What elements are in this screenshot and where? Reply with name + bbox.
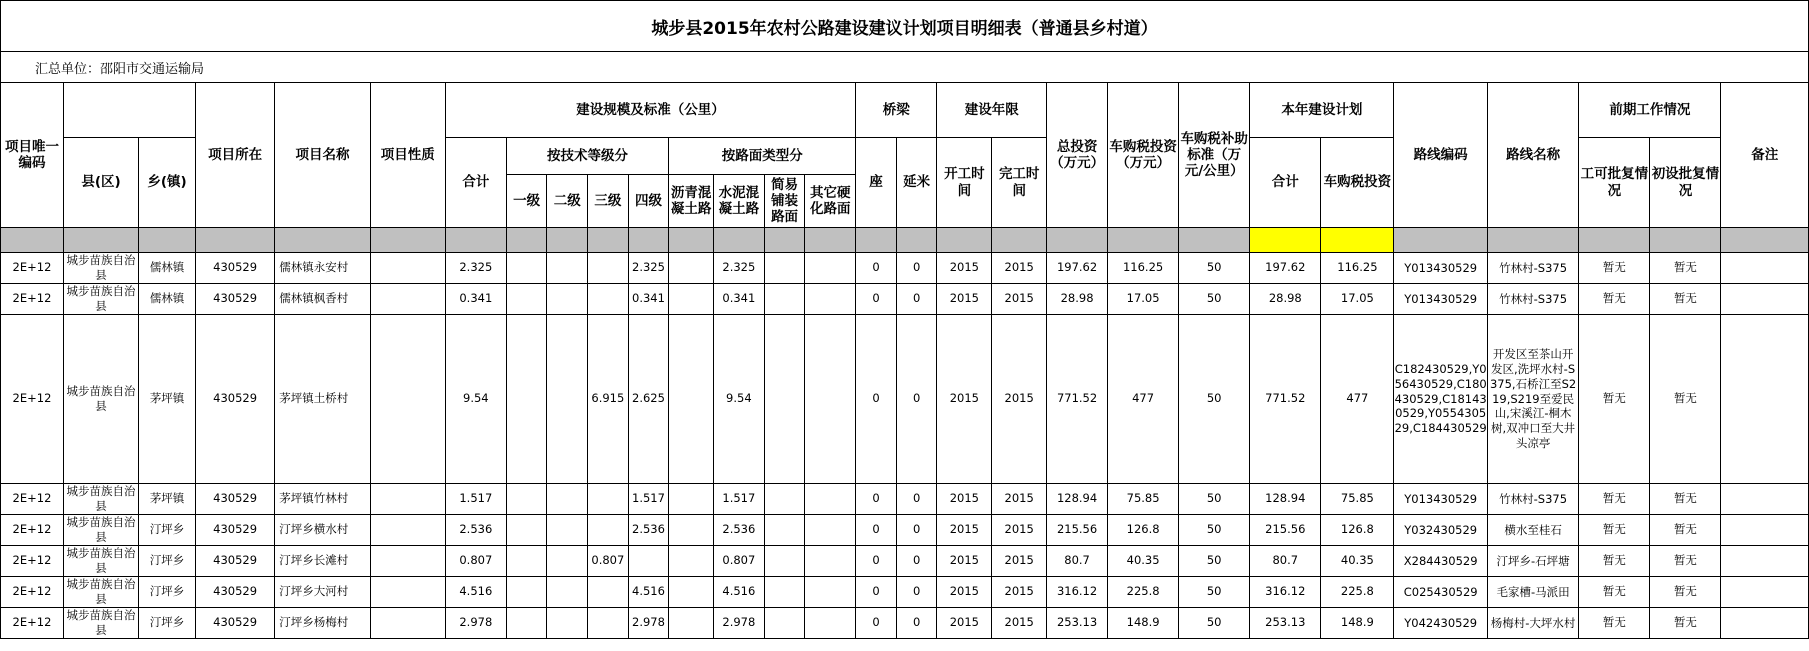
header-blank [63, 83, 195, 138]
cell-g3[interactable] [588, 608, 629, 639]
header-name: 项目名称 [275, 83, 370, 228]
cell-rcode[interactable]: X284430529 [1394, 546, 1487, 577]
cell-bcount[interactable]: 0 [856, 608, 897, 639]
cell-g1[interactable] [506, 253, 547, 284]
header-total: 合计 [445, 138, 506, 228]
cell-g4[interactable]: 2.625 [628, 315, 669, 484]
cell-loc[interactable]: 430529 [196, 577, 275, 608]
cell-bcount[interactable]: 0 [856, 253, 897, 284]
cell-end[interactable]: 2015 [992, 484, 1047, 515]
cell-start[interactable]: 2015 [937, 484, 992, 515]
cell-loc[interactable]: 430529 [196, 484, 275, 515]
cell-loc[interactable]: 430529 [196, 546, 275, 577]
cell-ptotal[interactable]: 128.94 [1250, 484, 1321, 515]
cell-ptax[interactable]: 477 [1321, 315, 1394, 484]
cell-remark[interactable] [1721, 577, 1809, 608]
cell-design[interactable]: 暂无 [1650, 577, 1721, 608]
cell-loc[interactable]: 430529 [196, 608, 275, 639]
cell-end[interactable]: 2015 [992, 315, 1047, 484]
cell-nature[interactable] [370, 608, 445, 639]
cell-g3[interactable]: 0.807 [588, 546, 629, 577]
cell-g1[interactable] [506, 515, 547, 546]
cell-rcode[interactable]: Y013430529 [1394, 284, 1487, 315]
cell-ptax[interactable]: 116.25 [1321, 253, 1394, 284]
cell-rname[interactable]: 横水至桂石 [1487, 515, 1578, 546]
header-remark: 备注 [1721, 83, 1809, 228]
table-row [1, 546, 1809, 577]
cell-asphalt[interactable] [669, 608, 714, 639]
cell-simple[interactable] [764, 546, 805, 577]
table-row [1, 284, 1809, 315]
header-plan-tax: 车购税投资 [1321, 138, 1394, 228]
cell-ptax[interactable]: 40.35 [1321, 546, 1394, 577]
cell-nature[interactable] [370, 577, 445, 608]
table-row [1, 484, 1809, 515]
cell-rname[interactable]: 杨梅村-大坪水村 [1487, 608, 1578, 639]
cell-other[interactable] [805, 546, 856, 577]
cell-rname[interactable]: 竹林村-S375 [1487, 484, 1578, 515]
header-bridge-count: 座 [856, 138, 897, 228]
header-tax-invest: 车购税投资（万元） [1108, 83, 1179, 228]
cell-tax[interactable]: 477 [1108, 315, 1179, 484]
cell-std[interactable]: 50 [1179, 253, 1250, 284]
cell-cement[interactable]: 9.54 [713, 315, 764, 484]
cell-town[interactable]: 汀坪乡 [139, 608, 196, 639]
cell-loc[interactable]: 430529 [196, 284, 275, 315]
cell-design[interactable]: 暂无 [1650, 515, 1721, 546]
cell-feas[interactable]: 暂无 [1579, 577, 1650, 608]
cell-rname[interactable]: 开发区至茶山开发区,洗坪水村-S375,石桥江至S219,S219至爱民山,宋溪江-桐木树,双冲口至大井头凉亭 [1487, 315, 1578, 484]
cell-simple[interactable] [764, 515, 805, 546]
cell-county[interactable]: 城步苗族自治县 [63, 484, 138, 515]
cell-bcount[interactable]: 0 [856, 577, 897, 608]
cell-total[interactable]: 2.978 [445, 608, 506, 639]
cell-town[interactable]: 儒林镇 [139, 253, 196, 284]
cell-invest[interactable]: 253.13 [1047, 608, 1108, 639]
cell-std[interactable]: 50 [1179, 284, 1250, 315]
cell-town[interactable]: 茅坪镇 [139, 315, 196, 484]
cell-name[interactable]: 儒林镇枫香村 [275, 284, 370, 315]
cell-invest[interactable]: 28.98 [1047, 284, 1108, 315]
cell-rcode[interactable]: Y042430529 [1394, 608, 1487, 639]
cell-town[interactable]: 茅坪镇 [139, 484, 196, 515]
cell-ptotal[interactable]: 28.98 [1250, 284, 1321, 315]
cell-design[interactable]: 暂无 [1650, 608, 1721, 639]
cell-blen[interactable]: 0 [896, 284, 937, 315]
header-route-name: 路线名称 [1487, 83, 1578, 228]
cell-simple[interactable] [764, 253, 805, 284]
cell-start[interactable]: 2015 [937, 546, 992, 577]
cell-asphalt[interactable] [669, 577, 714, 608]
cell-g2[interactable] [547, 253, 588, 284]
cell-asphalt[interactable] [669, 315, 714, 484]
cell-g4[interactable]: 2.536 [628, 515, 669, 546]
cell-id[interactable]: 2E+12 [1, 284, 64, 315]
cell-g4[interactable] [628, 546, 669, 577]
table-row [1, 577, 1809, 608]
cell-design[interactable]: 暂无 [1650, 284, 1721, 315]
header-design: 初设批复情况 [1650, 138, 1721, 228]
cell-county[interactable]: 城步苗族自治县 [63, 315, 138, 484]
cell-feas[interactable]: 暂无 [1579, 253, 1650, 284]
header-route-code: 路线编码 [1394, 83, 1487, 228]
cell-std[interactable]: 50 [1179, 608, 1250, 639]
cell-loc[interactable]: 430529 [196, 315, 275, 484]
cell-name[interactable]: 茅坪镇土桥村 [275, 315, 370, 484]
header-by-grade: 按技术等级分 [506, 138, 669, 175]
header-grade2: 二级 [547, 175, 588, 228]
cell-tax[interactable]: 116.25 [1108, 253, 1179, 284]
cell-end[interactable]: 2015 [992, 546, 1047, 577]
cell-id[interactable]: 2E+12 [1, 546, 64, 577]
cell-ptax[interactable]: 225.8 [1321, 577, 1394, 608]
cell-nature[interactable] [370, 253, 445, 284]
header-simple: 简易铺装路面 [764, 175, 805, 228]
cell-invest[interactable]: 316.12 [1047, 577, 1108, 608]
cell-other[interactable] [805, 315, 856, 484]
cell-town[interactable]: 汀坪乡 [139, 515, 196, 546]
cell-rcode[interactable]: Y013430529 [1394, 484, 1487, 515]
cell-asphalt[interactable] [669, 253, 714, 284]
cell-ptax[interactable]: 148.9 [1321, 608, 1394, 639]
cell-ptax[interactable]: 75.85 [1321, 484, 1394, 515]
header-nature: 项目性质 [370, 83, 445, 228]
cell-g4[interactable]: 1.517 [628, 484, 669, 515]
cell-remark[interactable] [1721, 484, 1809, 515]
cell-g1[interactable] [506, 284, 547, 315]
cell-loc[interactable]: 430529 [196, 253, 275, 284]
cell-feas[interactable]: 暂无 [1579, 315, 1650, 484]
cell-design[interactable]: 暂无 [1650, 484, 1721, 515]
header-grade1: 一级 [506, 175, 547, 228]
cell-rcode[interactable]: Y032430529 [1394, 515, 1487, 546]
sheet-title: 城步县2015年农村公路建设建议计划项目明细表（普通县乡村道） [0, 0, 1809, 52]
cell-asphalt[interactable] [669, 515, 714, 546]
table-row [1, 515, 1809, 546]
cell-name[interactable]: 汀坪乡横水村 [275, 515, 370, 546]
cell-county[interactable]: 城步苗族自治县 [63, 253, 138, 284]
cell-design[interactable]: 暂无 [1650, 253, 1721, 284]
cell-start[interactable]: 2015 [937, 253, 992, 284]
cell-g2[interactable] [547, 484, 588, 515]
cell-simple[interactable] [764, 315, 805, 484]
cell-g3[interactable] [588, 253, 629, 284]
header-plan: 本年建设计划 [1250, 83, 1394, 138]
header-grade4: 四级 [628, 175, 669, 228]
cell-other[interactable] [805, 515, 856, 546]
cell-feas[interactable]: 暂无 [1579, 608, 1650, 639]
cell-g3[interactable]: 6.915 [588, 315, 629, 484]
cell-loc[interactable]: 430529 [196, 515, 275, 546]
cell-remark[interactable] [1721, 284, 1809, 315]
cell-name[interactable]: 茅坪镇竹林村 [275, 484, 370, 515]
cell-rname[interactable]: 竹林村-S375 [1487, 284, 1578, 315]
cell-g4[interactable]: 2.978 [628, 608, 669, 639]
cell-start[interactable]: 2015 [937, 608, 992, 639]
cell-nature[interactable] [370, 284, 445, 315]
cell-std[interactable]: 50 [1179, 577, 1250, 608]
cell-id[interactable]: 2E+12 [1, 515, 64, 546]
cell-name[interactable]: 汀坪乡杨梅村 [275, 608, 370, 639]
header-bridge-len: 延米 [896, 138, 937, 228]
header-bridge: 桥梁 [856, 83, 937, 138]
header-invest: 总投资（万元） [1047, 83, 1108, 228]
cell-nature[interactable] [370, 484, 445, 515]
cell-end[interactable]: 2015 [992, 253, 1047, 284]
cell-g3[interactable] [588, 484, 629, 515]
cell-g1[interactable] [506, 484, 547, 515]
cell-feas[interactable]: 暂无 [1579, 546, 1650, 577]
cell-name[interactable]: 汀坪乡大河村 [275, 577, 370, 608]
cell-g1[interactable] [506, 577, 547, 608]
cell-nature[interactable] [370, 515, 445, 546]
cell-feas[interactable]: 暂无 [1579, 284, 1650, 315]
cell-remark[interactable] [1721, 315, 1809, 484]
cell-remark[interactable] [1721, 608, 1809, 639]
cell-bcount[interactable]: 0 [856, 284, 897, 315]
cell-other[interactable] [805, 484, 856, 515]
cell-invest[interactable]: 197.62 [1047, 253, 1108, 284]
cell-g2[interactable] [547, 284, 588, 315]
cell-invest[interactable]: 128.94 [1047, 484, 1108, 515]
cell-total[interactable]: 1.517 [445, 484, 506, 515]
cell-g1[interactable] [506, 608, 547, 639]
header-other: 其它硬化路面 [805, 175, 856, 228]
cell-rname[interactable]: 汀坪乡-石坪塘 [1487, 546, 1578, 577]
cell-tax[interactable]: 225.8 [1108, 577, 1179, 608]
cell-g2[interactable] [547, 546, 588, 577]
cell-ptax[interactable]: 17.05 [1321, 284, 1394, 315]
cell-start[interactable]: 2015 [937, 315, 992, 484]
cell-start[interactable]: 2015 [937, 284, 992, 315]
cell-simple[interactable] [764, 284, 805, 315]
unit-label: 汇总单位：邵阳市交通运输局 [0, 52, 1809, 82]
cell-cement[interactable]: 2.536 [713, 515, 764, 546]
header-grade3: 三级 [588, 175, 629, 228]
cell-ptotal[interactable]: 215.56 [1250, 515, 1321, 546]
header-prework: 前期工作情况 [1579, 83, 1721, 138]
cell-town[interactable]: 汀坪乡 [139, 546, 196, 577]
cell-remark[interactable] [1721, 515, 1809, 546]
cell-ptotal[interactable]: 197.62 [1250, 253, 1321, 284]
cell-other[interactable] [805, 608, 856, 639]
header-cement: 水泥混凝土路 [713, 175, 764, 228]
cell-end[interactable]: 2015 [992, 608, 1047, 639]
header-feasibility: 工可批复情况 [1579, 138, 1650, 228]
cell-std[interactable]: 50 [1179, 515, 1250, 546]
cell-g4[interactable]: 0.341 [628, 284, 669, 315]
cell-ptotal[interactable]: 253.13 [1250, 608, 1321, 639]
cell-blen[interactable]: 0 [896, 608, 937, 639]
header-asphalt: 沥青混凝土路 [669, 175, 714, 228]
cell-ptotal[interactable]: 80.7 [1250, 546, 1321, 577]
cell-town[interactable]: 汀坪乡 [139, 577, 196, 608]
cell-g2[interactable] [547, 608, 588, 639]
cell-asphalt[interactable] [669, 484, 714, 515]
cell-bcount[interactable]: 0 [856, 546, 897, 577]
cell-g2[interactable] [547, 577, 588, 608]
cell-id[interactable]: 2E+12 [1, 253, 64, 284]
cell-design[interactable]: 暂无 [1650, 315, 1721, 484]
cell-simple[interactable] [764, 577, 805, 608]
cell-g4[interactable]: 2.325 [628, 253, 669, 284]
cell-simple[interactable] [764, 484, 805, 515]
header-by-surface: 按路面类型分 [669, 138, 856, 175]
cell-std[interactable]: 50 [1179, 315, 1250, 484]
header-location: 项目所在 [196, 83, 275, 228]
cell-county[interactable]: 城步苗族自治县 [63, 284, 138, 315]
cell-county[interactable]: 城步苗族自治县 [63, 608, 138, 639]
cell-g1[interactable] [506, 315, 547, 484]
cell-bcount[interactable]: 0 [856, 484, 897, 515]
cell-ptotal[interactable]: 771.52 [1250, 315, 1321, 484]
highlight-cell[interactable] [1321, 228, 1394, 253]
cell-cement[interactable]: 2.325 [713, 253, 764, 284]
cell-other[interactable] [805, 284, 856, 315]
cell-g1[interactable] [506, 546, 547, 577]
cell-ptotal[interactable]: 316.12 [1250, 577, 1321, 608]
header-town: 乡(镇) [139, 138, 196, 228]
header-county: 县(区) [63, 138, 138, 228]
cell-tax[interactable]: 17.05 [1108, 284, 1179, 315]
cell-cement[interactable]: 2.978 [713, 608, 764, 639]
cell-cement[interactable]: 1.517 [713, 484, 764, 515]
separator-row [1, 228, 1809, 253]
header-start: 开工时间 [937, 138, 992, 228]
cell-invest[interactable]: 80.7 [1047, 546, 1108, 577]
cell-remark[interactable] [1721, 253, 1809, 284]
cell-tax[interactable]: 40.35 [1108, 546, 1179, 577]
header-scale: 建设规模及标准（公里） [445, 83, 855, 138]
cell-cement[interactable]: 0.807 [713, 546, 764, 577]
cell-simple[interactable] [764, 608, 805, 639]
cell-g2[interactable] [547, 515, 588, 546]
cell-invest[interactable]: 215.56 [1047, 515, 1108, 546]
cell-invest[interactable]: 771.52 [1047, 315, 1108, 484]
cell-total[interactable]: 9.54 [445, 315, 506, 484]
header-years: 建设年限 [937, 83, 1047, 138]
cell-tax[interactable]: 126.8 [1108, 515, 1179, 546]
cell-blen[interactable]: 0 [896, 253, 937, 284]
cell-bcount[interactable]: 0 [856, 315, 897, 484]
cell-start[interactable]: 2015 [937, 577, 992, 608]
cell-county[interactable]: 城步苗族自治县 [63, 546, 138, 577]
table-row [1, 315, 1809, 484]
cell-county[interactable]: 城步苗族自治县 [63, 515, 138, 546]
cell-blen[interactable]: 0 [896, 546, 937, 577]
cell-std[interactable]: 50 [1179, 484, 1250, 515]
cell-g2[interactable] [547, 315, 588, 484]
cell-rcode[interactable]: C182430529,Y056430529,C180430529,C181430529,Y055430529,C184430529 [1394, 315, 1487, 484]
cell-nature[interactable] [370, 546, 445, 577]
cell-other[interactable] [805, 253, 856, 284]
cell-cement[interactable]: 0.341 [713, 284, 764, 315]
cell-blen[interactable]: 0 [896, 315, 937, 484]
table-row [1, 608, 1809, 639]
cell-county[interactable]: 城步苗族自治县 [63, 577, 138, 608]
header-id: 项目唯一编码 [1, 83, 64, 228]
cell-id[interactable]: 2E+12 [1, 608, 64, 639]
cell-id[interactable]: 2E+12 [1, 484, 64, 515]
cell-asphalt[interactable] [669, 284, 714, 315]
cell-name[interactable]: 儒林镇永安村 [275, 253, 370, 284]
cell-rcode[interactable]: C025430529 [1394, 577, 1487, 608]
cell-id[interactable]: 2E+12 [1, 577, 64, 608]
cell-g3[interactable] [588, 577, 629, 608]
header-tax-std: 车购税补助标准（万元/公里） [1179, 83, 1250, 228]
cell-cement[interactable]: 4.516 [713, 577, 764, 608]
cell-g3[interactable] [588, 284, 629, 315]
header-end: 完工时间 [992, 138, 1047, 228]
cell-end[interactable]: 2015 [992, 284, 1047, 315]
cell-total[interactable]: 0.341 [445, 284, 506, 315]
cell-rname[interactable]: 毛家槽-马派田 [1487, 577, 1578, 608]
cell-rcode[interactable]: Y013430529 [1394, 253, 1487, 284]
cell-start[interactable]: 2015 [937, 515, 992, 546]
cell-other[interactable] [805, 577, 856, 608]
header-plan-total: 合计 [1250, 138, 1321, 228]
cell-feas[interactable]: 暂无 [1579, 515, 1650, 546]
cell-remark[interactable] [1721, 546, 1809, 577]
cell-tax[interactable]: 148.9 [1108, 608, 1179, 639]
cell-end[interactable]: 2015 [992, 577, 1047, 608]
cell-g3[interactable] [588, 515, 629, 546]
cell-total[interactable]: 0.807 [445, 546, 506, 577]
table-row [1, 253, 1809, 284]
cell-rname[interactable]: 竹林村-S375 [1487, 253, 1578, 284]
cell-end[interactable]: 2015 [992, 515, 1047, 546]
highlight-cell[interactable] [1250, 228, 1321, 253]
cell-town[interactable]: 儒林镇 [139, 284, 196, 315]
cell-asphalt[interactable] [669, 546, 714, 577]
cell-feas[interactable]: 暂无 [1579, 484, 1650, 515]
cell-g4[interactable]: 4.516 [628, 577, 669, 608]
cell-design[interactable]: 暂无 [1650, 546, 1721, 577]
cell-ptax[interactable]: 126.8 [1321, 515, 1394, 546]
cell-id[interactable]: 2E+12 [1, 315, 64, 484]
cell-blen[interactable]: 0 [896, 515, 937, 546]
project-table [0, 82, 1809, 639]
cell-blen[interactable]: 0 [896, 577, 937, 608]
cell-std[interactable]: 50 [1179, 546, 1250, 577]
cell-name[interactable]: 汀坪乡长滩村 [275, 546, 370, 577]
cell-total[interactable]: 2.536 [445, 515, 506, 546]
cell-bcount[interactable]: 0 [856, 515, 897, 546]
cell-blen[interactable]: 0 [896, 484, 937, 515]
cell-tax[interactable]: 75.85 [1108, 484, 1179, 515]
cell-total[interactable]: 4.516 [445, 577, 506, 608]
cell-nature[interactable] [370, 315, 445, 484]
cell-total[interactable]: 2.325 [445, 253, 506, 284]
